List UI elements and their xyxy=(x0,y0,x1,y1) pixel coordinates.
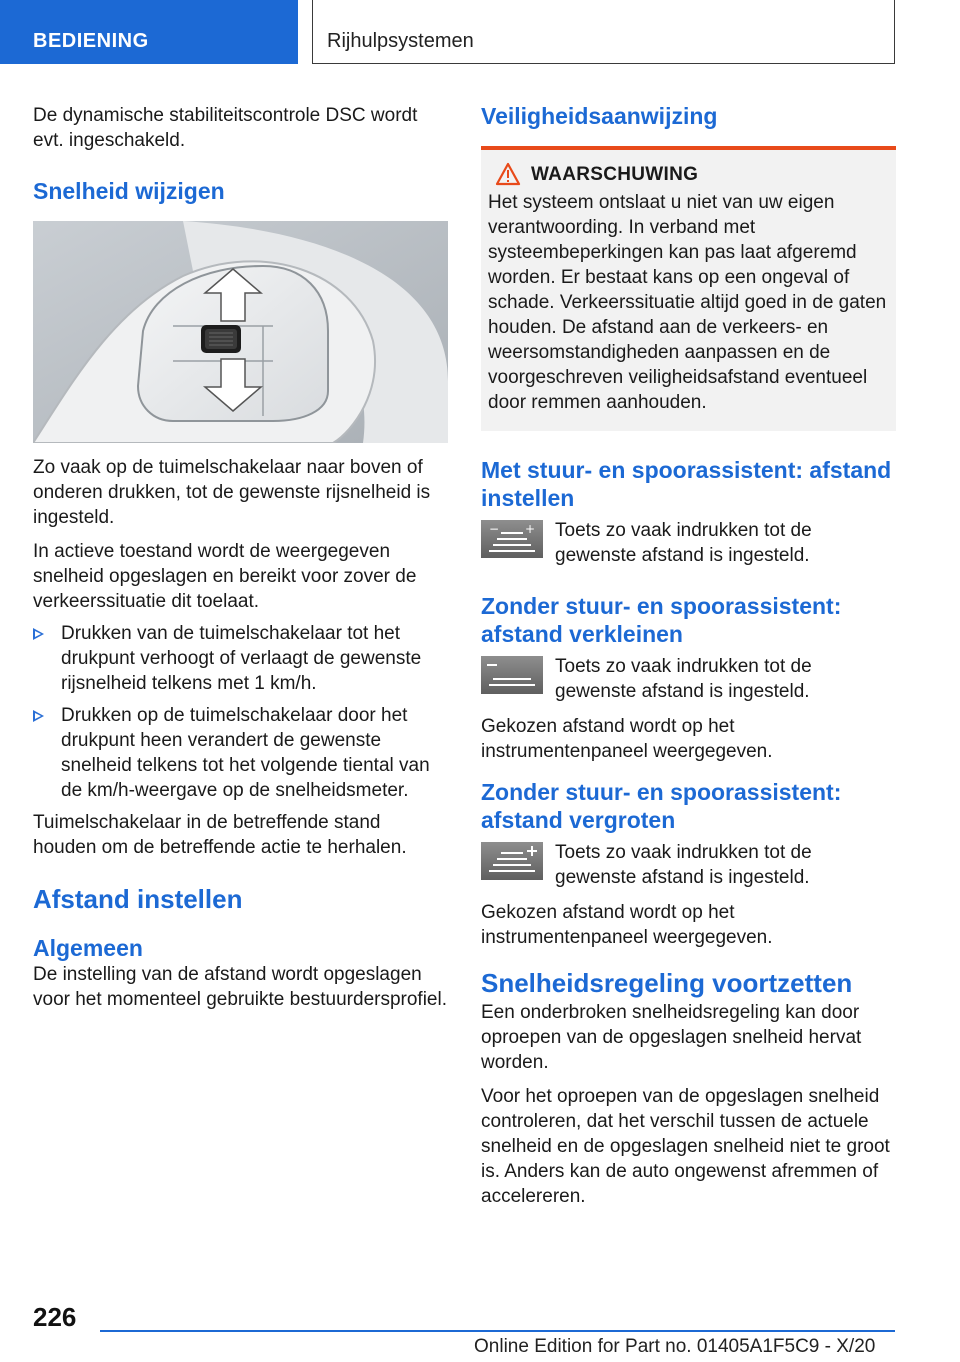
page-number: 226 xyxy=(33,1302,77,1332)
left-column xyxy=(33,100,448,1012)
footer-divider xyxy=(100,1330,895,1332)
row-increase xyxy=(481,840,896,890)
chapter-title: Rijhulpsystemen xyxy=(327,30,474,52)
distance-decrease-icon xyxy=(481,656,543,694)
triangle-bullet-icon xyxy=(33,628,44,640)
heading-safety: Veiligheidsaanwijzing xyxy=(481,103,718,129)
warning-text: Het systeem ontslaat u niet van uw eigen verantwoording. In verband met systeembeperkingen kan pas laat afgeremd worden. Er bestaat kans op een ongeval of schade. Verkeerssituatie altijd goed in de gaten houden. De afstand aan de verkeers- en weersomstandigheden aanpassen en de voorgeschreven veiligheidsafstand eventueel door remmen aanhouden. xyxy=(488,192,887,413)
heading-decrease: Zonder stuur- en spoorassistent: afstand verkleinen xyxy=(481,593,842,647)
svg-text:−: − xyxy=(489,522,500,536)
paragraph-hold: Tuimelschakelaar in de betreffende stand houden om de betreffende actie te herhalen. xyxy=(33,812,407,858)
paragraph-active: In actieve toestand wordt de weergegeven snelheid opgeslagen en bereikt voor zover de verkeerssituatie dit toelaat. xyxy=(33,541,417,612)
warning-title: WAARSCHUWING xyxy=(531,164,699,185)
text-decrease: Toets zo vaak indrukken tot de gewenste afstand is ingesteld. xyxy=(555,656,812,702)
chapter-header xyxy=(312,0,895,64)
paragraph-press: Zo vaak op de tuimelschakelaar naar boven of onderen drukken, tot de gewenste rijsnelheid is ingesteld. xyxy=(33,457,431,528)
steering-wheel-illustration xyxy=(33,221,448,443)
intro-paragraph: De dynamische stabiliteitscontrole DSC wordt evt. ingeschakeld. xyxy=(33,105,418,151)
row-with-assistant xyxy=(481,518,896,568)
heading-with-assistant: Met stuur- en spoorassistent: afstand instellen xyxy=(481,457,892,511)
footer-edition: Online Edition for Part no. 01405A1F5C9 - X/20 xyxy=(474,1336,876,1357)
heading-resume: Snelheidsregeling voortzetten xyxy=(481,968,853,998)
bullet-list xyxy=(33,621,448,803)
distance-increase-icon xyxy=(481,842,543,880)
heading-increase: Zonder stuur- en spoorassistent: afstand vergroten xyxy=(481,779,842,833)
paragraph-profile: De instelling van de afstand wordt opgeslagen voor het momenteel gebruikte bestuurdersprofiel. xyxy=(33,964,448,1010)
paragraph-increase-display: Gekozen afstand wordt op het instrumentenpaneel weergegeven. xyxy=(481,902,773,948)
paragraph-decrease-display: Gekozen afstand wordt op het instrumentenpaneel weergegeven. xyxy=(481,716,773,762)
distance-button-icon xyxy=(481,520,543,558)
text-with-assistant: Toets zo vaak indrukken tot de gewenste afstand is ingesteld. xyxy=(555,520,812,566)
heading-general: Algemeen xyxy=(33,935,143,961)
heading-speed: Snelheid wijzigen xyxy=(33,178,225,204)
heading-distance: Afstand instellen xyxy=(33,884,243,914)
row-decrease xyxy=(481,654,896,704)
right-column xyxy=(481,100,896,1209)
warning-box xyxy=(481,146,896,431)
list-item: Drukken van de tuimelschakelaar tot het drukpunt verhoogt of verlaagt de gewenste rijsnelheid telkens met 1 km/h. xyxy=(33,621,448,696)
section-tab xyxy=(0,0,298,64)
paragraph-resume-2: Voor het oproepen van de opgeslagen snelheid controleren, dat het verschil tussen de actuele snelheid en de opgeslagen snelheid niet te groot is. Anders kan de auto ongewenst afremmen of accelereren. xyxy=(481,1086,890,1207)
text-increase: Toets zo vaak indrukken tot de gewenste afstand is ingesteld. xyxy=(555,842,812,888)
svg-text:+: + xyxy=(525,522,536,536)
paragraph-resume-1: Een onderbroken snelheidsregeling kan door oproepen van de opgeslagen snelheid hervat worden. xyxy=(481,1002,862,1073)
section-label: BEDIENING xyxy=(33,30,149,52)
list-item: Drukken op de tuimelschakelaar door het drukpunt heen verandert de gewenste snelheid telkens tot het volgende tiental van de km/h-weergave op de snelheidsmeter. xyxy=(33,703,448,803)
warning-triangle-icon xyxy=(495,162,521,192)
triangle-bullet-icon xyxy=(33,710,44,722)
